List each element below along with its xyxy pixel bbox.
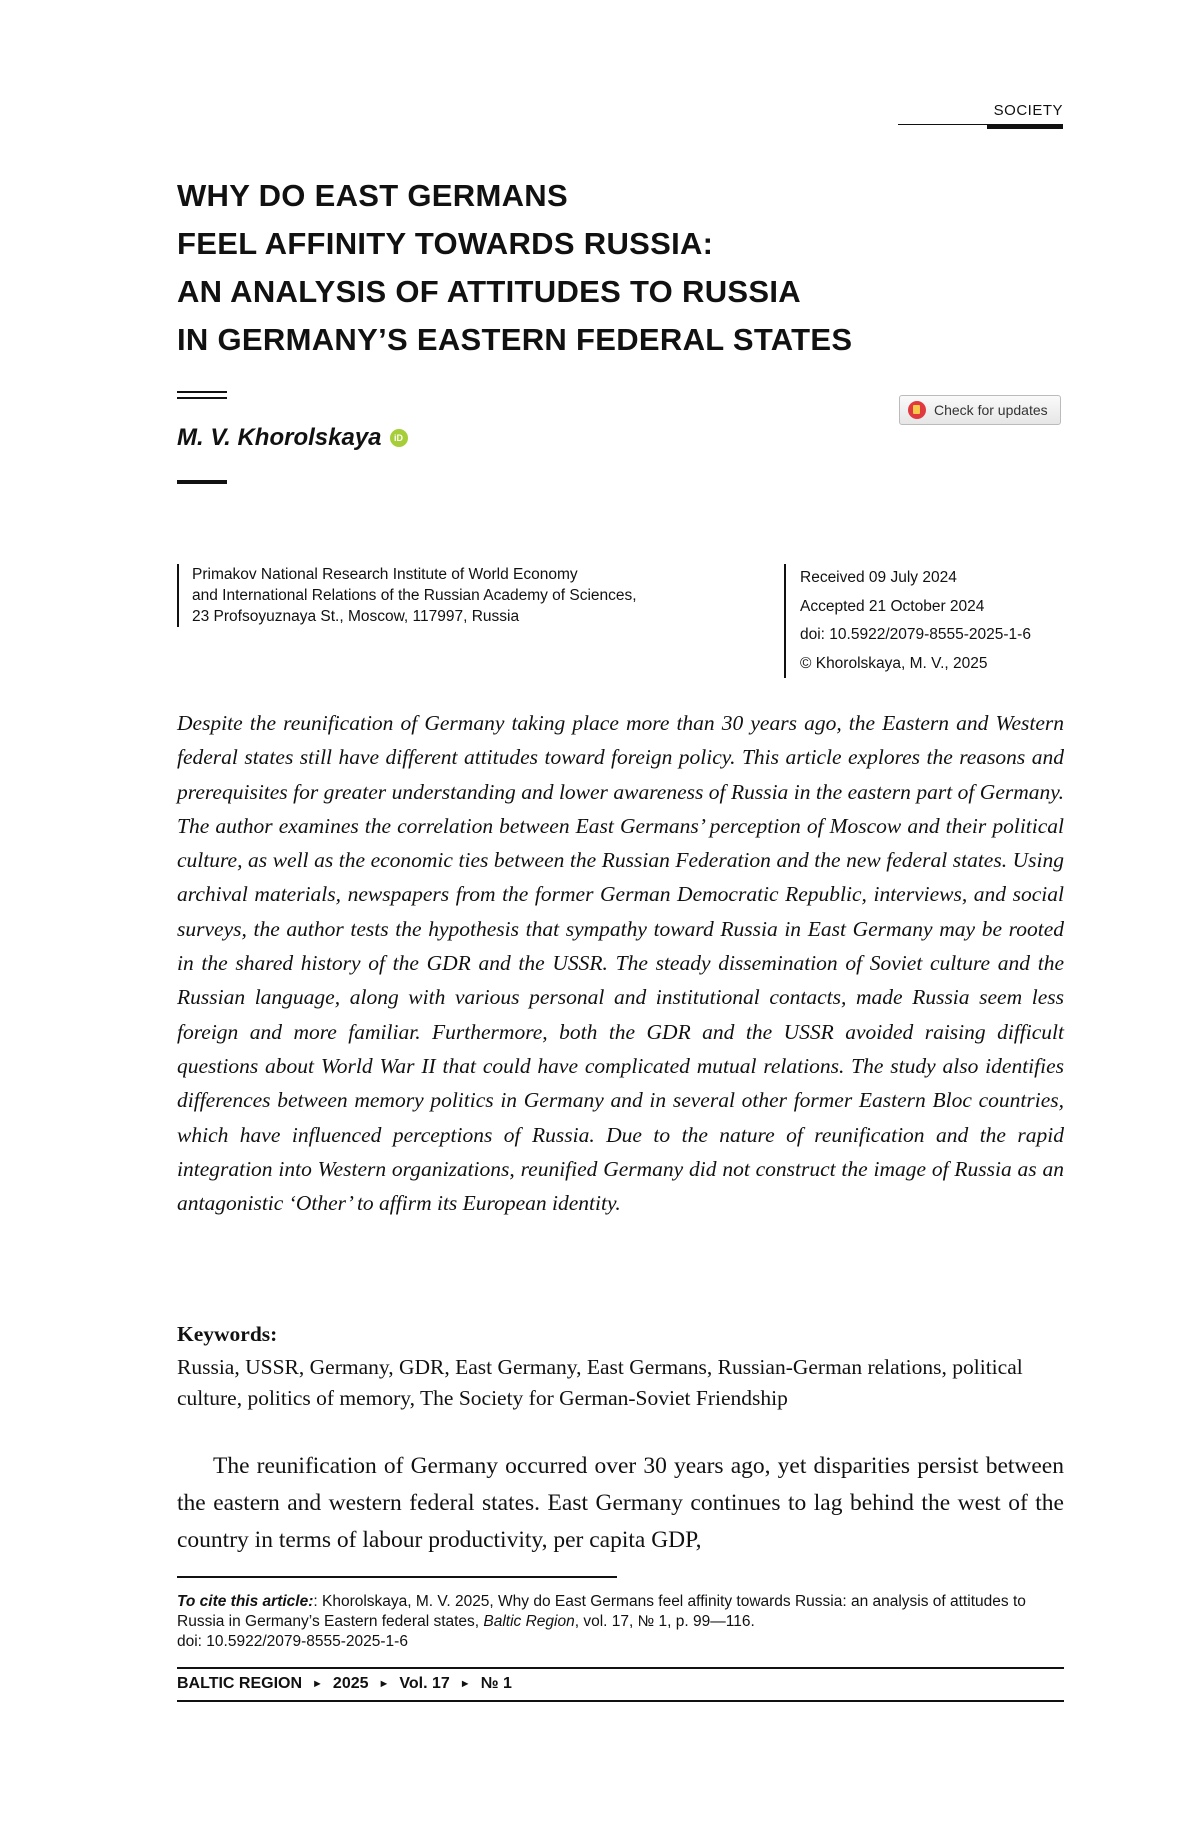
body-paragraph: The reunification of Germany occurred over 30 years ago, yet disparities persist between the eastern and western federal states. East Germany continues to lag behind the west of the country in terms of labour productivity, per capita GDP, [177, 1453, 1064, 1553]
title-line: FEEL AFFINITY TOWARDS RUSSIA: [177, 226, 714, 261]
author-double-rule [177, 391, 227, 399]
title-line: IN GERMANY’S EASTERN FEDERAL STATES [177, 322, 853, 357]
abstract: Despite the reunification of Germany taking place more than 30 years ago, the Eastern and Western federal states still have different attitudes toward foreign policy. This article explores the reasons and prerequisites for greater understanding and lower awareness of Russia in the eastern part of Germany. The author examines the correlation between East Germans’ perception of Moscow and their political culture, as well as the economic ties between the Russian Federation and the new federal states. Using archival materials, newspapers from the former German Democratic Republic, interviews, and social surveys, the author tests the hypothesis that sympathy toward Russia in East Germany may be rooted in the shared history of the GDR and the USSR. The steady dissemination of Soviet culture and the Russian language, along with various personal and institutional contacts, made Russia seem less foreign and more familiar. Furthermore, both the GDR and the USSR avoided raising difficult questions about World War II that could have complicated mutual relations. The study also identifies differences between memory politics in Germany and in several other former Eastern Bloc countries, which have influenced perceptions of Russia. Due to the nature of reunification and the rapid integration into Western organizations, reunified Germany did not construct the image of Russia as an antagonistic ‘Other’ to affirm its European identity. [177, 711, 1064, 1216]
footnote-rule [177, 1576, 617, 1578]
citation-lead: To cite this article: [177, 1593, 314, 1610]
journal-name: BALTIC REGION [177, 1675, 303, 1692]
footer-rule-bottom [177, 1700, 1064, 1702]
keywords-heading: Keywords: [177, 1322, 278, 1346]
orcid-icon[interactable]: iD [390, 429, 408, 447]
separator-icon: ► [378, 1678, 390, 1690]
separator-icon: ► [459, 1678, 471, 1690]
check-for-updates-label: Check for updates [934, 402, 1048, 418]
footer-rule-top [177, 1667, 1064, 1669]
check-for-updates-button[interactable] [899, 395, 1061, 425]
keywords-list: Russia, USSR, Germany, GDR, East Germany, East Germans, Russian-German relations, political culture, politics of memory, The Society for German-Soviet Friendship [177, 1355, 1023, 1410]
accepted-date: Accepted 21 October 2024 [800, 597, 985, 615]
doi[interactable]: doi: 10.5922/2079-8555-2025-1-6 [800, 626, 1031, 643]
received-date: Received 09 July 2024 [800, 569, 957, 586]
journal-issue: № 1 [480, 1675, 512, 1692]
affiliation [177, 564, 732, 627]
citation-journal: Baltic Region [483, 1613, 575, 1630]
article-meta [784, 564, 1031, 678]
author-name: M. V. Khorolskaya [177, 424, 382, 451]
bookmark-icon [908, 401, 926, 419]
title-line: WHY DO EAST GERMANS [177, 178, 568, 213]
section-rule-accent [987, 125, 1063, 129]
journal-volume: Vol. 17 [399, 1675, 450, 1692]
citation-doi[interactable]: doi: 10.5922/2079-8555-2025-1-6 [177, 1633, 408, 1650]
article-title [177, 172, 852, 364]
author-thick-rule [177, 480, 227, 484]
copyright: © Khorolskaya, M. V., 2025 [800, 654, 988, 672]
journal-footer [177, 1675, 512, 1693]
title-line: AN ANALYSIS OF ATTITUDES TO RUSSIA [177, 274, 801, 309]
separator-icon: ► [312, 1678, 323, 1690]
author-block [177, 424, 408, 452]
affiliation-line: and International Relations of the Russian Academy of Sciences, [192, 587, 637, 604]
citation [177, 1592, 1064, 1652]
affiliation-line: Primakov National Research Institute of World Economy [192, 566, 578, 583]
citation-text-end: , vol. 17, № 1, p. 99—116. [574, 1613, 755, 1630]
affiliation-line: 23 Profsoyuznaya St., Moscow, 117997, Russia [192, 608, 520, 625]
section-label: SOCIETY [993, 102, 1063, 119]
journal-year: 2025 [332, 1675, 369, 1692]
citation-text: : Khorolskaya, M. V. 2025, Why do East Germans feel affinity towards Russia: an analysis of attitudes to Russia in Germany’s Eastern federal states, [177, 1593, 1026, 1630]
